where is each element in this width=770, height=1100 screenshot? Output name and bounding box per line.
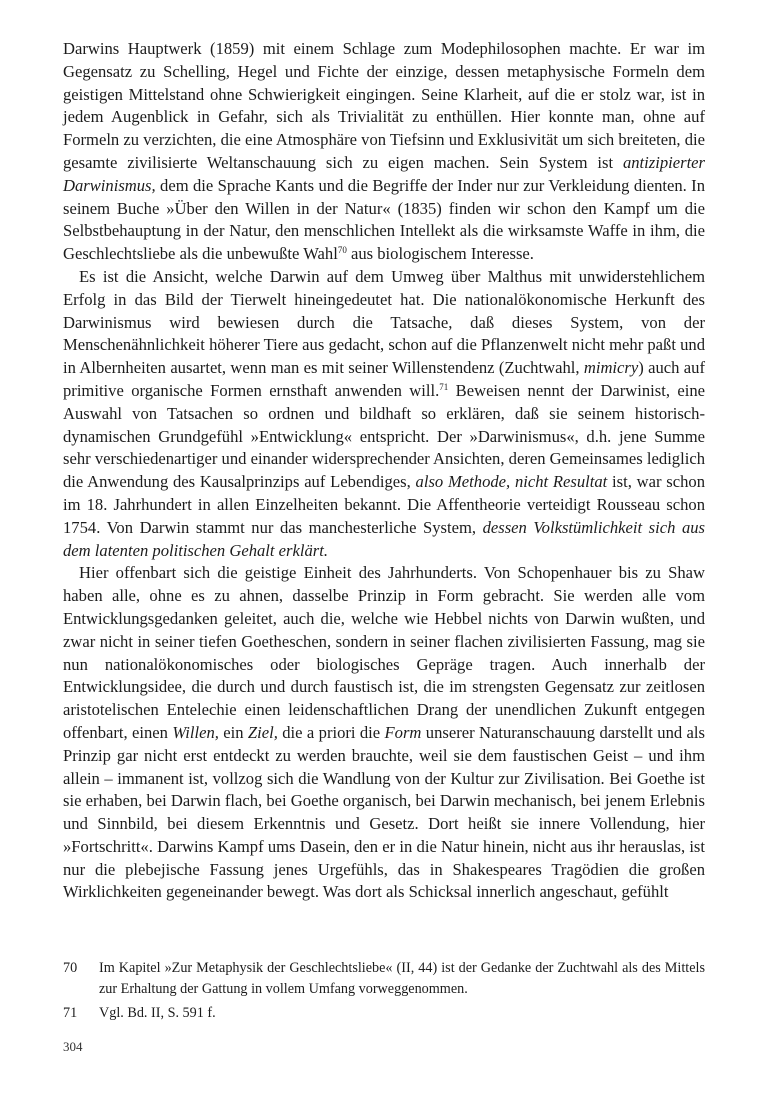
paragraph <box>63 38 705 266</box>
paragraph <box>63 266 705 562</box>
text-run: Darwins Hauptwerk (1859) mit einem Schlage zum Modephilosophen machte. Er war im Gegensatz zu Schelling, Hegel und Fichte der einzige, dessen metaphysische Formeln dem geistigen Mittelstand ohne Schwierigkeit eingingen. Seine Klarheit, auf die er stolz war, ist in jedem Augenblick in Gefahr, sich als Trivialität zu enthüllen. Hier konnte man, ohne auf Formeln zu verzichten, die eine Atmosphäre von Tiefsinn und Exklusivität um sich breiteten, die gesamte zivilisierte Weltanschauung sich zu eigen machen. Sein System ist <box>63 39 705 172</box>
emphasis-text: also Methode, nicht Resultat <box>415 472 608 492</box>
footnotes <box>63 958 705 1028</box>
footnote-71 <box>63 1003 705 1024</box>
text-run: Es ist die Ansicht, welche Darwin auf dem Umweg über Malthus mit unwiderstehlichem Erfolg in das Bild der Tierwelt hineingedeutet hat. Die nationalökonomische Herkunft des Darwinismus wird bewiesen durch die Tatsache, daß dieses System, von der Menschenähnlichkeit höherer Tiere aus gedacht, schon auf die Pflanzenwelt nicht mehr paßt und in Albernheiten ausartet, wenn man es mit seiner Willenstendenz (Zuchtwahl, <box>63 266 705 378</box>
text-run: ) auch auf primitive organische Formen ernsthaft anwenden will. <box>63 358 705 400</box>
body-text <box>63 38 705 904</box>
emphasis-text: Ziel, <box>247 722 278 742</box>
text-run: ist, war schon im 18. Jahrhundert in allen Einzelheiten bekannt. Die Affentheorie verteidigt Rousseau schon 1754. Von Darwin stammt nur das manchesterliche System, <box>63 472 705 537</box>
footnote-text: Vgl. Bd. II, S. 591 f. <box>99 1005 216 1021</box>
footnote-number: 70 <box>63 960 78 976</box>
text-run: aus biologischem Interesse. <box>346 244 534 264</box>
footnote-reference: 70 <box>337 245 347 256</box>
emphasis-text: Form <box>384 722 422 742</box>
emphasis-text: dessen Volkstümlichkeit sich aus dem latenten politischen Gehalt erklärt. <box>63 517 706 560</box>
paragraph <box>63 562 705 904</box>
footnote-70 <box>63 958 705 999</box>
text-run: die a priori die <box>277 722 385 742</box>
text-run: ein <box>218 722 248 742</box>
page-number: 304 <box>63 1039 83 1054</box>
emphasis-text: antizipierter Darwinismus, <box>63 152 705 195</box>
footnote-reference: 71 <box>439 381 449 392</box>
footnote-number: 71 <box>63 1005 78 1021</box>
emphasis-text: Willen, <box>172 722 219 742</box>
text-run: unserer Naturanschauung darstellt und als Prinzip gar nicht erst entdeckt zu werden brauchte, weil sie dem faustischen Geist – und ihm allein – immanent ist, vollzog sich die Wandlung von der Kultur zur Zivilisation. Bei Goethe ist sie erhaben, bei Darwin flach, bei Goethe organisch, bei Darwin mechanisch, bei jenem Erlebnis und Sinnbild, bei diesem Erkenntnis und Gesetz. Dort heißt sie innere Vollendung, hier »Fortschritt«. Darwins Kampf ums Dasein, den er in die Natur hinein, nicht aus ihr herauslas, ist nur die plebejische Fassung jenes Urgefühls, das in Shakespeares Tragödien die großen Wirklichkeiten gegeneinander bewegt. Was dort als Schicksal innerlich angeschaut, gefühlt <box>63 722 705 902</box>
text-run: dem die Sprache Kants und die Begriffe der Inder nur zur Verkleidung dienten. In seinem Buche »Über den Willen in der Natur« (1835) finden wir schon den Kampf um die Selbstbehauptung in der Natur, den menschlichen Intellekt als die wirksamste Waffe in ihm, die Geschlechtsliebe als die unbewußte Wahl <box>63 175 705 264</box>
footnote-text: Im Kapitel »Zur Metaphysik der Geschlechtsliebe« (II, 44) ist der Gedanke der Zuchtwahl als des Mittels zur Erhaltung der Gattung in vollem Umfang vorweggenommen. <box>99 960 705 997</box>
emphasis-text: mimicry <box>583 358 639 378</box>
book-page <box>63 38 706 1054</box>
text-run: Hier offenbart sich die geistige Einheit des Jahrhunderts. Von Schopenhauer bis zu Shaw haben alle, ohne es zu ahnen, dasselbe Prinzip in Form gebracht. Sie werden alle vom Entwicklungsgedanken geleitet, auch die, welche wie Hebbel nichts von Darwin wußten, und zwar nicht in seiner tiefen Goetheschen, sondern in seiner flachen zivilisierten Fassung, mag sie nun nationalökonomisches oder biologisches Gepräge tragen. Auch innerhalb der Entwicklungsidee, die durch und durch faustisch ist, die im strengsten Gegensatz zur zeitlosen aristotelischen Entelechie einen leidenschaftlichen Drang der unendlichen Zukunft entgegen offenbart, einen <box>63 563 705 742</box>
text-run: Beweisen nennt der Darwinist, eine Auswahl von Tatsachen so ordnen und bildhaft so erklären, daß sie seinem historisch-dynamischen Grundgefühl »Entwicklung« entspricht. Der »Darwinismus«, d.h. jene Summe sehr verschiedenartiger und einander widersprechender Ansichten, deren Gemeinsames lediglich die Anwendung des Kausalprinzips auf Lebendiges, <box>63 380 705 492</box>
